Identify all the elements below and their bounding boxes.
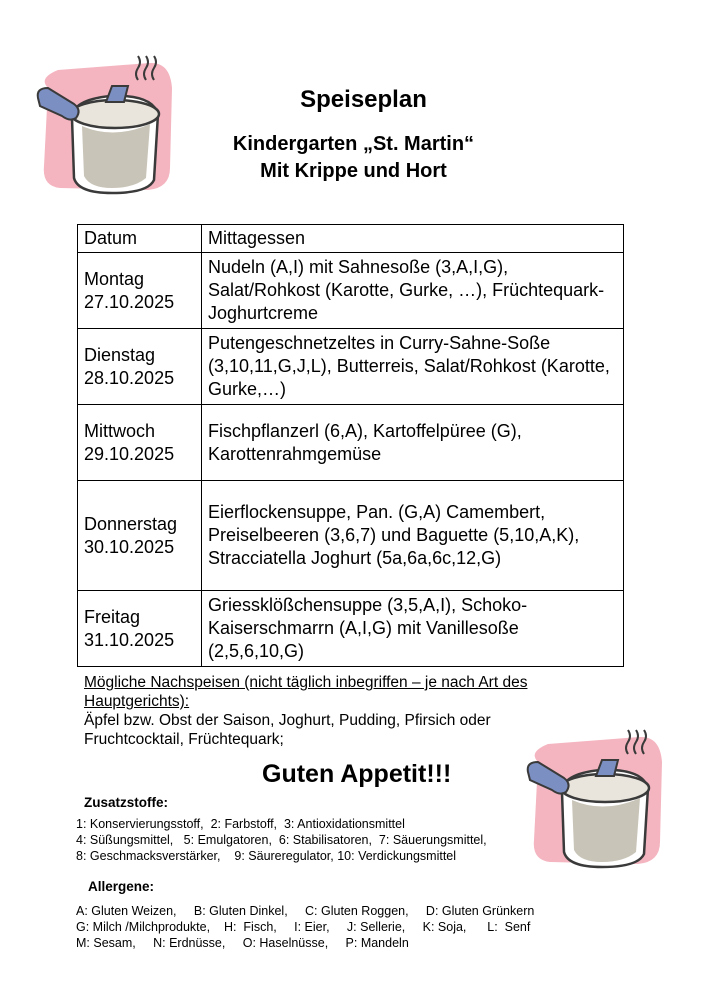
meal-cell: Putengeschnetzeltes in Curry-Sahne-Soße (3,10,11,G,J,L), Butterreis, Salat/Rohkost (Karotte, Gurke,…) [202,329,624,405]
date: 30.10.2025 [84,536,175,557]
date-cell [78,253,202,329]
date: 29.10.2025 [84,443,175,464]
desserts-heading: Mögliche Nachspeisen (nicht täglich inbegriffen – je nach Art des Hauptgerichts): [84,674,528,710]
table-row [78,329,624,405]
page-title: Speiseplan [300,86,427,113]
date-cell [78,329,202,405]
weekday: Freitag [84,606,141,627]
meal-cell: Nudeln (A,I) mit Sahnesoße (3,A,I,G), Salat/Rohkost (Karotte, Gurke, …), Früchtequark-Joghurtcreme [202,253,624,329]
table-header-row [78,225,624,253]
allergene-line: G: Milch /Milchprodukte, H: Fisch, I: Eier, J: Sellerie, K: Soja, L: Senf [76,920,531,934]
allergene-heading: Allergene: [88,879,155,894]
table-row [78,405,624,481]
table-row [78,591,624,667]
date: 27.10.2025 [84,291,175,312]
weekday: Donnerstag [84,513,178,534]
zusatzstoffe-heading: Zusatzstoffe: [84,795,168,810]
allergene-list [76,903,534,951]
header-datum: Datum [78,225,202,253]
allergene-line: M: Sesam, N: Erdnüsse, O: Haselnüsse, P: Mandeln [76,936,409,950]
meal-cell: Eierflockensuppe, Pan. (G,A) Camembert, Preiselbeeren (3,6,7) und Baguette (5,10,A,K), Stracciatella Joghurt (5a,6a,6c,12,G) [202,481,624,591]
table-row [78,253,624,329]
zusatzstoffe-line: 1: Konservierungsstoff, 2: Farbstoff, 3: Antioxidationsmittel [76,817,405,831]
subtitle-krippe-hort: Mit Krippe und Hort [260,160,447,182]
cooking-pot-icon [520,722,670,872]
zusatzstoffe-list [76,816,487,864]
subtitle-kindergarten: Kindergarten „St. Martin“ [232,133,475,155]
allergene-line: A: Gluten Weizen, B: Gluten Dinkel, C: Gluten Roggen, D: Gluten Grünkern [76,904,535,918]
date-cell [78,481,202,591]
desserts-text: Äpfel bzw. Obst der Saison, Joghurt, Pudding, Pfirsich oder Fruchtcocktail, Früchtequark; [84,712,491,748]
weekday: Mittwoch [84,420,156,441]
menu-table [77,224,624,667]
zusatzstoffe-line: 8: Geschmacksverstärker, 9: Säureregulator, 10: Verdickungsmittel [76,849,457,863]
date-cell [78,591,202,667]
date: 28.10.2025 [84,367,175,388]
weekday: Montag [84,268,145,289]
date-cell [78,405,202,481]
table-row [78,481,624,591]
date: 31.10.2025 [84,629,175,650]
meal-cell: Fischpflanzerl (6,A), Kartoffelpüree (G), Karottenrahmgemüse [202,405,624,481]
header-mittagessen: Mittagessen [202,225,624,253]
desserts-section [84,673,584,749]
closing-greeting: Guten Appetit!!! [262,760,452,788]
zusatzstoffe-line: 4: Süßungsmittel, 5: Emulgatoren, 6: Stabilisatoren, 7: Säuerungsmittel, [76,833,487,847]
weekday: Dienstag [84,344,156,365]
meal-cell: Griessklößchensuppe (3,5,A,I), Schoko-Kaiserschmarrn (A,I,G) mit Vanillesoße (2,5,6,10,G) [202,591,624,667]
